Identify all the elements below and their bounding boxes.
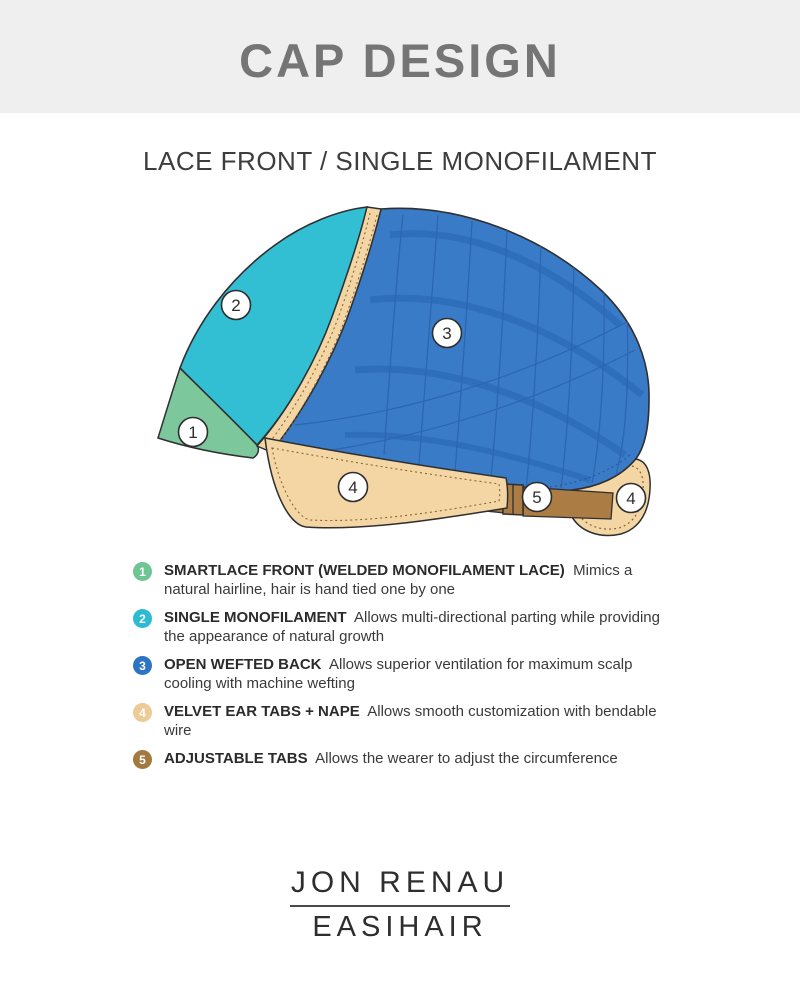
legend-title-2: SINGLE MONOFILAMENT: [164, 609, 347, 626]
legend: [133, 561, 663, 778]
legend-item-single-monofilament: [133, 608, 663, 646]
legend-title-5: ADJUSTABLE TABS: [164, 750, 308, 767]
legend-desc-2: Allows multi-directional parting while providing the appearance of natural growth: [164, 609, 660, 645]
sub-brand-name: EASIHAIR: [312, 911, 488, 943]
svg-text:2: 2: [231, 296, 241, 315]
svg-text:3: 3: [442, 324, 452, 343]
svg-text:4: 4: [626, 489, 636, 508]
legend-desc-4: Allows smooth customization with bendable wire: [164, 703, 657, 739]
diagram-marker-3: [433, 319, 462, 348]
svg-text:4: 4: [348, 478, 358, 497]
svg-text:1: 1: [188, 423, 198, 442]
legend-item-velvet-ear-tabs: [133, 702, 663, 740]
diagram-marker-4-right: [617, 484, 646, 513]
legend-dot-2: 2: [133, 609, 152, 628]
legend-dot-3: 3: [133, 656, 152, 675]
legend-item-open-wefted-back: [133, 655, 663, 693]
brand-name: JON RENAU: [290, 866, 510, 899]
header: [0, 0, 800, 113]
legend-title-1: SMARTLACE FRONT (WELDED MONOFILAMENT LACE): [164, 562, 565, 579]
legend-item-adjustable-tabs: [133, 749, 663, 769]
legend-title-3: OPEN WEFTED BACK: [164, 656, 322, 673]
cap-style-subtitle: LACE FRONT / SINGLE MONOFILAMENT: [143, 146, 657, 176]
diagram-marker-4-left: [339, 473, 368, 502]
diagram-marker-2: [222, 291, 251, 320]
legend-desc-5: Allows the wearer to adjust the circumference: [315, 750, 618, 767]
legend-dot-4: 4: [133, 703, 152, 722]
brand-divider: [290, 905, 510, 907]
diagram-marker-1: [179, 418, 208, 447]
legend-desc-3: Allows superior ventilation for maximum scalp cooling with machine wefting: [164, 656, 633, 692]
diagram-marker-5: [523, 483, 552, 512]
legend-dot-1: 1: [133, 562, 152, 581]
legend-dot-5: 5: [133, 750, 152, 769]
brand-logo: [0, 866, 800, 944]
legend-item-smartlace-front: [133, 561, 663, 599]
legend-title-4: VELVET EAR TABS + NAPE: [164, 703, 360, 720]
legend-desc-1: Mimics a natural hairline, hair is hand tied one by one: [164, 562, 633, 598]
svg-text:5: 5: [532, 488, 542, 507]
wig-cap-diagram: [120, 195, 680, 545]
page-title: CAP DESIGN: [239, 34, 561, 87]
